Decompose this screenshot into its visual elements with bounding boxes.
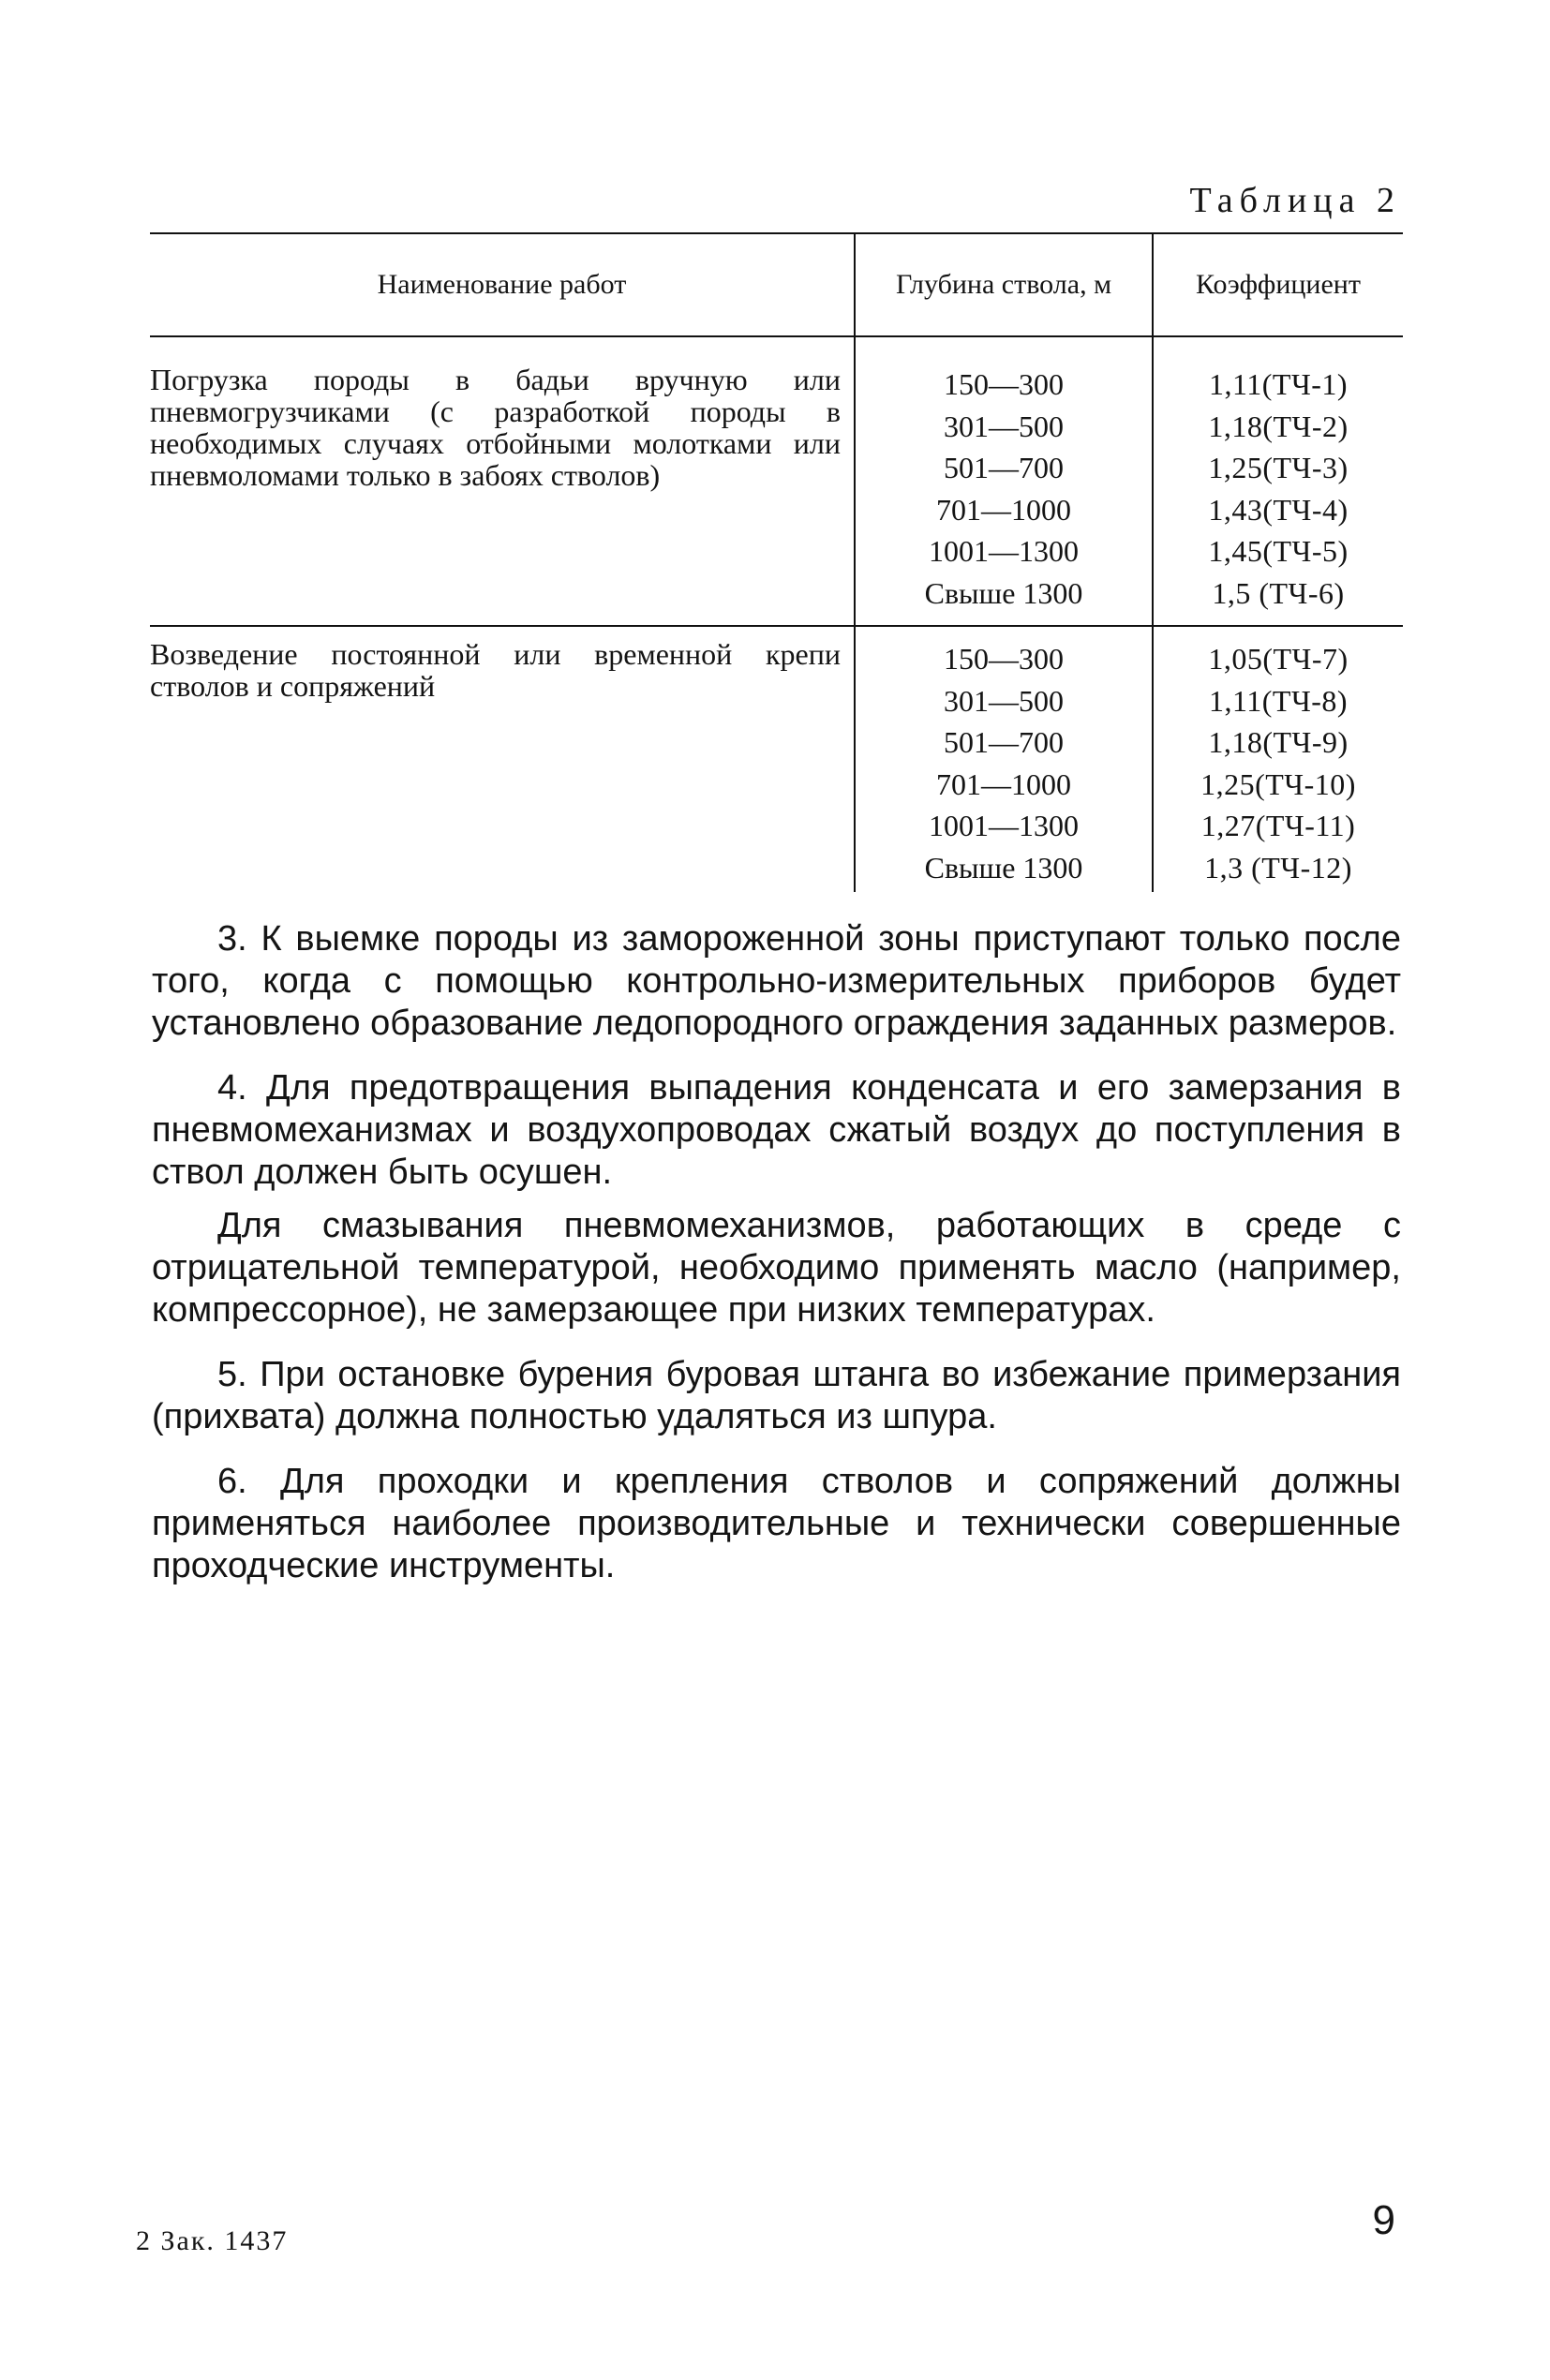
depth-range: Свыше 1300 [924, 575, 1083, 610]
depth-range: 1001—1300 [929, 534, 1079, 568]
coefficient-value: 1,45(ТЧ-5) [1208, 534, 1349, 568]
coefficient-value: 1,25(ТЧ-10) [1200, 766, 1356, 801]
coefficient-value: 1,18(ТЧ-2) [1208, 409, 1349, 443]
page-number: 9 [1372, 2197, 1395, 2243]
header-coefficient: Коэффициент [1153, 233, 1403, 336]
depth-range: 150—300 [944, 367, 1064, 401]
table-caption: Таблица 2 [1189, 181, 1401, 220]
work-name-cell [150, 626, 855, 892]
coefficient-value: 1,25(ТЧ-3) [1208, 451, 1349, 484]
paragraph-item-4: 4. Для предотвращения выпадения конденсата и его замерзания в пневмомеханизмах и воздухопроводах сжатый воздух до поступления в ствол должен быть осушен. [152, 1068, 1401, 1192]
paragraph-item-3: 3. К выемке породы из замороженной зоны приступают только после того, когда с помощью контрольно-измерительных приборов будет установлено образование ледопородного ограждения заданных размеров. [152, 919, 1401, 1043]
depth-range: 150—300 [944, 642, 1064, 676]
coefficient-value: 1,18(ТЧ-9) [1208, 725, 1349, 759]
header-work-name: Наименование работ [150, 233, 855, 336]
depth-range: 701—1000 [936, 492, 1071, 527]
coefficient-value: 1,5 (ТЧ-6) [1212, 575, 1345, 610]
header-shaft-depth: Глубина ствола, м [855, 233, 1153, 336]
work-name: Возведение постоянной или временной крепи стволов и сопряжений [150, 637, 841, 703]
paragraph-lubrication: Для смазывания пневмомеханизмов, работающих в среде с отрицательной температурой, необходимо применять масло (например, компрессорное), не замерзающее при низких температурах. [152, 1206, 1401, 1330]
work-name-cell [150, 336, 855, 626]
coefficient-value: 1,11(ТЧ-1) [1208, 367, 1349, 401]
coefficient-value: 1,05(ТЧ-7) [1208, 642, 1349, 676]
work-name: Погрузка породы в бадьи вручную или пневмогрузчиками (с разработкой породы в необходимых случаях отбойными молотками или пневмоломами только в забоях стволов) [150, 363, 841, 492]
print-order-note: 2 Зак. 1437 [136, 2225, 289, 2256]
depth-range: 501—700 [944, 725, 1064, 759]
depth-cell [855, 626, 1153, 892]
body-text [152, 918, 1401, 1587]
coefficient-value: 1,27(ТЧ-11) [1200, 809, 1356, 842]
depth-range: Свыше 1300 [924, 850, 1083, 885]
coefficient-value: 1,11(ТЧ-8) [1208, 683, 1349, 718]
depth-range: 301—500 [944, 409, 1064, 443]
table-header-row [150, 233, 1403, 336]
depth-cell [855, 336, 1153, 626]
paragraph-item-6: 6. Для проходки и крепления стволов и сопряжений должны применяться наиболее производительные и технически совершенные проходческие инструменты. [152, 1462, 1401, 1585]
coefficient-cell [1153, 336, 1403, 626]
depth-range: 301—500 [944, 683, 1064, 718]
coefficient-value: 1,43(ТЧ-4) [1208, 492, 1349, 527]
table-row [150, 626, 1403, 892]
coefficient-value: 1,3 (ТЧ-12) [1204, 850, 1352, 885]
paragraph-item-5: 5. При остановке бурения буровая штанга во избежание примерзания (прихвата) должна полностью удаляться из шпура. [152, 1355, 1401, 1436]
depth-range: 501—700 [944, 451, 1064, 484]
depth-range: 701—1000 [936, 766, 1071, 801]
table-row [150, 336, 1403, 626]
coefficient-cell [1153, 626, 1403, 892]
depth-range: 1001—1300 [929, 809, 1079, 842]
coefficient-table [150, 232, 1403, 892]
